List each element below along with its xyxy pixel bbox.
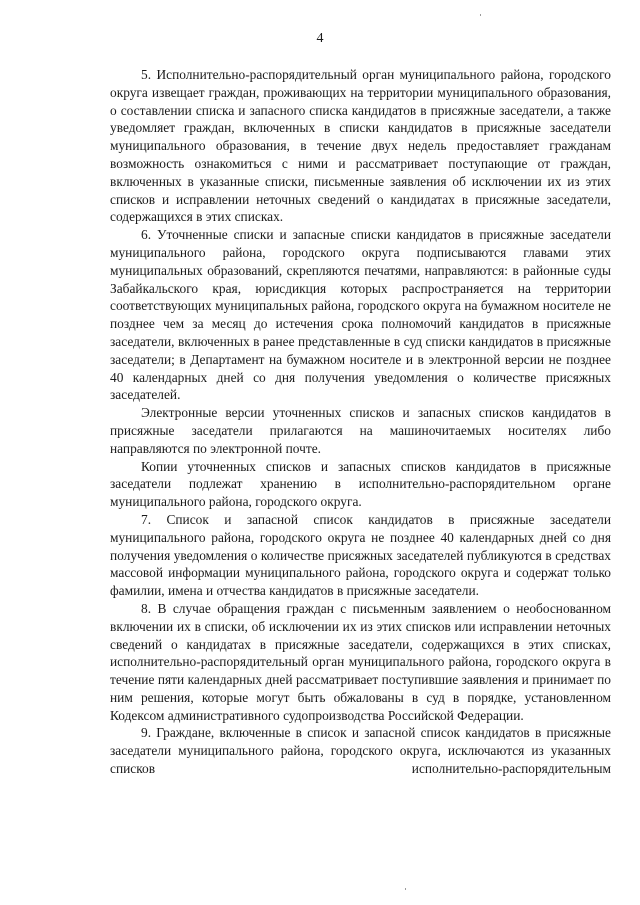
paragraph-electronic-versions: Электронные версии уточненных списков и запасных списков кандидатов в присяжные заседатели прилагаются на машиночитаемых носителях либо направляются по электронной почте.: [110, 405, 611, 456]
scan-speck: [405, 888, 406, 890]
paragraph-item-6: 6. Уточненные списки и запасные списки кандидатов в присяжные заседатели муниципального района, городского округа подписываются главами этих муниципальных образований, скрепляются печатями, направляются: в районные суды Забайкальского края, юрисдикция которых распространяется на территории соответствующих муниципальных района, городского округа на бумажном носителе не позднее чем за месяц до истечения срока полномочий кандидатов в присяжные заседатели, включенных в ранее представленные в суд списки кандидатов в присяжные заседатели; в Департамент на бумажном носителе и в электронной версии не позднее 40 календарных дней со дня получения уведомления о количестве присяжных заседателей.: [110, 227, 611, 403]
scan-speck: [480, 14, 481, 16]
paragraph-item-7: 7. Список и запасной список кандидатов в присяжные заседатели муниципального района, городского округа не позднее 40 календарных дней со дня получения уведомления о количестве присяжных заседателей публикуются в средствах массовой информации муниципального района, городского округа и содержат только фамилии, имена и отчества кандидатов в присяжные заседатели.: [110, 511, 611, 599]
page-body: [110, 66, 611, 778]
page-number: 4: [316, 31, 324, 46]
paragraph-item-8: 8. В случае обращения граждан с письменным заявлением о необоснованном включении их в списки, об исключении их из этих списков или исправлении неточных сведений о кандидатах в присяжные заседатели, содержащихся в этих списках, исполнительно-распорядительный орган муниципального района, городского округа в течение пяти календарных дней рассматривает поступившие заявления и принимает по ним решения, которые могут быть обжалованы в суд в порядке, установленном Кодексом административного судопроизводства Российской Федерации.: [110, 600, 611, 723]
paragraph-item-5: 5. Исполнительно-распорядительный орган муниципального района, городского округа извещает граждан, проживающих на территории муниципального образования, о составлении списка и запасного списка кандидатов в присяжные заседатели, а также уведомляет граждан, включенных в списки кандидатов в присяжные заседатели муниципального образования, в течение двух недель предоставляет гражданам возможность ознакомиться с ними и рассматривает поступающие от граждан, включенных в указанные списки, письменные заявления об исключении их из этих списков и исправлении неточных сведений о кандидатах в присяжные заседатели, содержащихся в этих списках.: [110, 67, 611, 225]
paragraph-item-9: 9. Граждане, включенные в список и запасной список кандидатов в присяжные заседатели муниципального района, городского округа, исключаются из указанных списков исполнительно-распорядительным: [110, 725, 611, 777]
paragraph-copies-storage: Копии уточненных списков и запасных списков кандидатов в присяжные заседатели подлежат хранению в исполнительно-распорядительном органе муниципального района, городского округа.: [110, 458, 611, 510]
